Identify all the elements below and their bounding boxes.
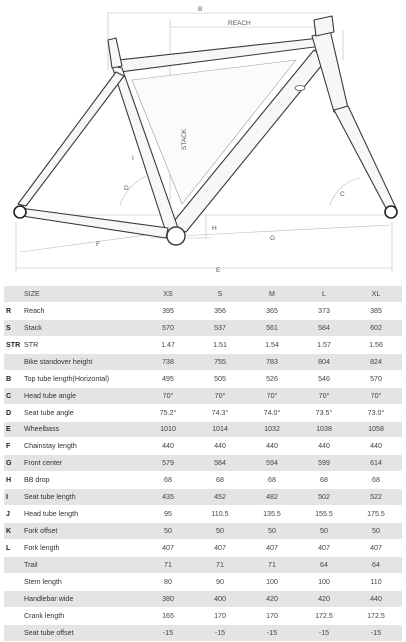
row-value-s: 110.5 [194, 506, 246, 523]
head-angle-arc [330, 178, 360, 205]
row-value-xs: 495 [142, 370, 194, 387]
row-code [4, 557, 22, 574]
row-label: Head tube length [22, 506, 142, 523]
row-code: J [4, 506, 22, 523]
row-value-xl: 70° [350, 387, 402, 404]
frame-drawing [0, 0, 406, 280]
table-row [4, 472, 402, 489]
row-value-xl: 1058 [350, 421, 402, 438]
row-value-m: 365 [246, 302, 298, 319]
row-code [4, 590, 22, 607]
label-f: F [96, 241, 100, 248]
row-code [4, 624, 22, 641]
table-row [4, 404, 402, 421]
row-value-xs: 579 [142, 455, 194, 472]
row-value-l: 50 [298, 523, 350, 540]
table-row [4, 336, 402, 353]
row-code: K [4, 523, 22, 540]
row-value-l: -15 [298, 624, 350, 641]
row-value-xl: 110 [350, 573, 402, 590]
row-label: Reach [22, 302, 142, 319]
row-value-xs: 440 [142, 438, 194, 455]
row-value-xs: 738 [142, 353, 194, 370]
row-code: S [4, 319, 22, 336]
cable-port [295, 86, 305, 91]
row-label: Wheelbass [22, 421, 142, 438]
row-value-xl: 570 [350, 370, 402, 387]
header-m: M [246, 286, 298, 302]
row-value-m: 68 [246, 472, 298, 489]
row-value-s: 440 [194, 438, 246, 455]
row-value-xl: 68 [350, 472, 402, 489]
row-code [4, 607, 22, 624]
row-value-m: 561 [246, 319, 298, 336]
row-label: STR [22, 336, 142, 353]
row-code: D [4, 404, 22, 421]
row-value-m: 482 [246, 489, 298, 506]
row-value-xs: 1010 [142, 421, 194, 438]
header-size: SIZE [22, 286, 142, 302]
row-value-s: 400 [194, 590, 246, 607]
label-h: H [212, 225, 217, 232]
row-value-xs: 1.47 [142, 336, 194, 353]
row-code [4, 353, 22, 370]
row-value-xl: 440 [350, 590, 402, 607]
row-value-xs: 75.2° [142, 404, 194, 421]
row-value-l: 100 [298, 573, 350, 590]
row-value-xs: 71 [142, 557, 194, 574]
row-value-l: 64 [298, 557, 350, 574]
row-code [4, 573, 22, 590]
label-reach: REACH [228, 20, 251, 27]
row-value-s: 170 [194, 607, 246, 624]
row-value-xl: 824 [350, 353, 402, 370]
row-value-l: 420 [298, 590, 350, 607]
row-label: Chainstay length [22, 438, 142, 455]
row-value-s: -15 [194, 624, 246, 641]
row-value-xl: 172.5 [350, 607, 402, 624]
row-value-m: 50 [246, 523, 298, 540]
row-label: Handlebar wide [22, 590, 142, 607]
label-i: I [132, 155, 134, 162]
row-value-xs: 95 [142, 506, 194, 523]
header-code [4, 286, 22, 302]
row-value-xs: 380 [142, 590, 194, 607]
row-value-l: 546 [298, 370, 350, 387]
header-xl: XL [350, 286, 402, 302]
row-value-l: 584 [298, 319, 350, 336]
row-value-l: 73.5° [298, 404, 350, 421]
row-code: F [4, 438, 22, 455]
row-value-m: 135.5 [246, 506, 298, 523]
row-value-s: 584 [194, 455, 246, 472]
table-row [4, 557, 402, 574]
row-label: Crank length [22, 607, 142, 624]
row-value-xs: 80 [142, 573, 194, 590]
row-value-m: 1.54 [246, 336, 298, 353]
row-value-m: -15 [246, 624, 298, 641]
row-code: L [4, 540, 22, 557]
row-label: Stem length [22, 573, 142, 590]
label-stack: STACK [181, 128, 188, 150]
table-row [4, 607, 402, 624]
row-value-s: 1.51 [194, 336, 246, 353]
header-l: L [298, 286, 350, 302]
table-row [4, 319, 402, 336]
row-value-m: 100 [246, 573, 298, 590]
table-row [4, 573, 402, 590]
row-code: E [4, 421, 22, 438]
chain-stay [20, 208, 168, 238]
row-label: Trail [22, 557, 142, 574]
row-label: Front center [22, 455, 142, 472]
row-value-xs: 395 [142, 302, 194, 319]
row-value-s: 90 [194, 573, 246, 590]
label-g: G [270, 235, 276, 242]
table-row [4, 506, 402, 523]
table-row [4, 540, 402, 557]
row-value-xl: 522 [350, 489, 402, 506]
label-b: B [198, 6, 203, 13]
row-value-l: 804 [298, 353, 350, 370]
row-value-s: 356 [194, 302, 246, 319]
front-dropout [385, 206, 397, 218]
row-label: Fork offset [22, 523, 142, 540]
row-label: Seat tube offset [22, 624, 142, 641]
bottom-bracket [167, 227, 185, 245]
row-value-xs: 570 [142, 319, 194, 336]
row-value-s: 452 [194, 489, 246, 506]
row-value-xl: 175.5 [350, 506, 402, 523]
row-value-l: 155.5 [298, 506, 350, 523]
table-row [4, 387, 402, 404]
seat-post [108, 38, 122, 68]
label-c: C [340, 191, 345, 198]
row-value-xl: 64 [350, 557, 402, 574]
row-value-m: 74.0° [246, 404, 298, 421]
row-value-l: 1.57 [298, 336, 350, 353]
row-value-s: 1014 [194, 421, 246, 438]
row-value-xl: 1.56 [350, 336, 402, 353]
row-value-s: 74.3° [194, 404, 246, 421]
row-label: Top tube length(Horizontal) [22, 370, 142, 387]
row-label: Fork length [22, 540, 142, 557]
row-value-xl: 602 [350, 319, 402, 336]
row-value-m: 440 [246, 438, 298, 455]
row-value-l: 502 [298, 489, 350, 506]
row-value-s: 50 [194, 523, 246, 540]
row-value-m: 420 [246, 590, 298, 607]
table-row [4, 489, 402, 506]
row-value-xl: 50 [350, 523, 402, 540]
row-value-xs: 435 [142, 489, 194, 506]
rear-dropout [14, 206, 26, 218]
table-row [4, 590, 402, 607]
row-value-xl: -15 [350, 624, 402, 641]
table-row [4, 302, 402, 319]
header-s: S [194, 286, 246, 302]
seat-stay [18, 72, 124, 206]
row-label: Bike standover height [22, 353, 142, 370]
row-value-s: 70° [194, 387, 246, 404]
table-row [4, 421, 402, 438]
row-value-xl: 73.0° [350, 404, 402, 421]
row-value-l: 599 [298, 455, 350, 472]
row-value-m: 783 [246, 353, 298, 370]
row-code: H [4, 472, 22, 489]
table-row [4, 455, 402, 472]
row-value-xs: -15 [142, 624, 194, 641]
row-code: R [4, 302, 22, 319]
row-value-xl: 407 [350, 540, 402, 557]
row-value-l: 68 [298, 472, 350, 489]
row-value-m: 70° [246, 387, 298, 404]
row-label: Seat tube length [22, 489, 142, 506]
label-d: D [124, 185, 129, 192]
row-code: I [4, 489, 22, 506]
table-row [4, 523, 402, 540]
frame-geometry-diagram [0, 0, 406, 280]
table-row [4, 624, 402, 641]
row-value-xs: 165 [142, 607, 194, 624]
steerer [314, 16, 334, 36]
row-code: C [4, 387, 22, 404]
table-row [4, 438, 402, 455]
row-value-xs: 70° [142, 387, 194, 404]
row-value-l: 440 [298, 438, 350, 455]
row-value-m: 170 [246, 607, 298, 624]
table-row [4, 370, 402, 387]
row-value-xs: 50 [142, 523, 194, 540]
label-e: E [216, 267, 221, 274]
row-label: Head tube angle [22, 387, 142, 404]
row-value-m: 1032 [246, 421, 298, 438]
row-value-xl: 440 [350, 438, 402, 455]
row-value-s: 755 [194, 353, 246, 370]
row-code: STR [4, 336, 22, 353]
row-value-xl: 385 [350, 302, 402, 319]
row-value-l: 407 [298, 540, 350, 557]
row-code: G [4, 455, 22, 472]
row-value-xs: 407 [142, 540, 194, 557]
row-value-xs: 68 [142, 472, 194, 489]
geometry-table-body [4, 286, 402, 641]
row-value-s: 71 [194, 557, 246, 574]
table-row [4, 353, 402, 370]
row-label: BB drop [22, 472, 142, 489]
header-xs: XS [142, 286, 194, 302]
row-value-l: 172.5 [298, 607, 350, 624]
row-code: B [4, 370, 22, 387]
row-value-xl: 614 [350, 455, 402, 472]
row-value-s: 537 [194, 319, 246, 336]
row-value-m: 594 [246, 455, 298, 472]
row-value-l: 1038 [298, 421, 350, 438]
row-value-l: 373 [298, 302, 350, 319]
g-dimension-line [178, 225, 390, 236]
row-label: Stack [22, 319, 142, 336]
row-value-m: 407 [246, 540, 298, 557]
row-value-s: 407 [194, 540, 246, 557]
row-value-m: 71 [246, 557, 298, 574]
row-label: Seat tube angle [22, 404, 142, 421]
geometry-table [4, 286, 402, 642]
row-value-l: 70° [298, 387, 350, 404]
table-header-row [4, 286, 402, 302]
row-value-s: 68 [194, 472, 246, 489]
row-value-m: 526 [246, 370, 298, 387]
row-value-s: 505 [194, 370, 246, 387]
